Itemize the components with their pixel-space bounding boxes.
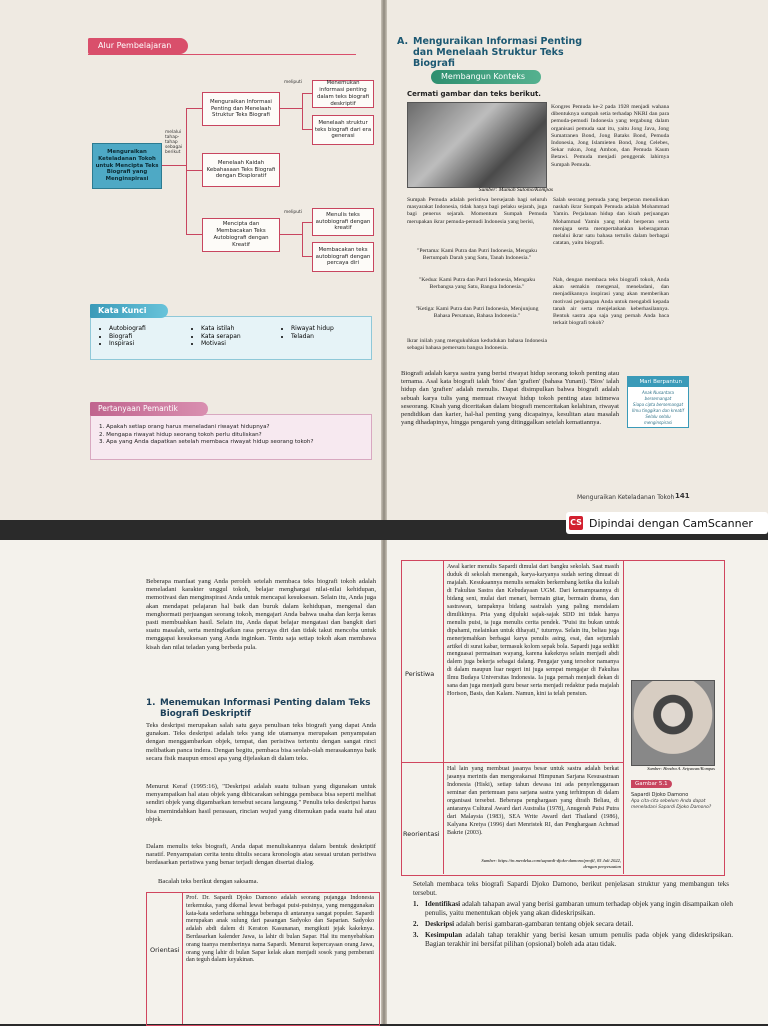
peristiwa-label: Peristiwa [405, 670, 435, 678]
camscanner-text: Dipindai dengan CamScanner [589, 516, 753, 530]
list-number: 1. [413, 900, 419, 908]
list-term: Identifikasi [425, 900, 461, 908]
poem-pertama: "Pertama: Kami Putra dan Putri Indonesia, Mengaku Bertumpah Darah yang Satu, Tanah Indonesia." [417, 248, 537, 262]
struktur-list [413, 900, 733, 949]
reorientasi-text: Hal lain yang membuat jasanya besar untuk sastra adalah berkat jasanya merintis dan mengorakarsai Himpunan Sarjana Kesusastraan Indonesia (Hiski), setiap tahun dewasa ini ada penyelenggaraan seminar dan pertemuan para sarjana sastra yang terhimpun di dalam organisasi tersebut. Beberapa penghargaan yang diraih Beliau, di antaranya Cultural Award dari Australia (1978), Anugerah Puisi Putra dari Malaysia (1983), SEA Write Award dari Thailand (1986), Kalyana Kretya (1996) dari Menristek RI, dan Penghargaan Achmad Bakrie (2003). [447, 766, 619, 836]
kata-kunci-title: Kata Kunci [90, 304, 168, 318]
paragraph-yamin: Salah seorang pemuda yang berperan menuliskan naskah ikrar Sumpah Pemuda adalah Mohammad Yamin. Perjalanan hidup dan kisah perjuangan Mohammad Yamin yang telah berperan serta menjaga serta mempertahankan keberagaman melalui ikrar satu bahasa tertulis dalam berbagai catatan, yaitu biografi. [553, 197, 669, 247]
paragraph-deskriptif-naratif: Dalam menulis teks biografi, Anda dapat menuliskannya dalam bentuk deskriptif naratif. Penyampaian cerita tentu ditulis secara kronologis atau sesuai urutan peristiwa berdasarkan peristiwa yang benar terjadi dengan disertai dialog. [146, 843, 376, 867]
section-title: Menguraikan Informasi Penting dan Menelaah Struktur Teks Biografi [413, 36, 583, 69]
diagram-edge-label: melalui tahap-tahap sebagai berikut [165, 130, 183, 155]
page-right-bottom [387, 540, 768, 1024]
meliputi-label-2: meliputi [284, 210, 302, 215]
subsection-number: 1. [146, 698, 156, 708]
edge-to-stage1 [186, 108, 202, 109]
photo-source: Sumber: Mumah Sutomo/Kompas [478, 187, 553, 193]
portrait-description: Apa cita-cita sebelum Anda dapat meneladani Sapardi Djoko Damono? [631, 799, 712, 810]
portrait-source: Sumber: Hendra A. Setyawan/Kompas [647, 766, 715, 771]
keyword: • Inspirasi [109, 340, 146, 348]
edge-to-stage2 [186, 170, 202, 171]
edge-to-leaf2 [302, 129, 312, 130]
pantun-line: Ilmu tinggikan dan kreatif [632, 408, 684, 413]
diagram-leaf1: Menemukan informasi penting dalam teks biografi deskriptif [312, 80, 374, 108]
paragraph-biografi-definisi: Biografi adalah karya sastra yang berisi riwayat hidup seorang tokoh penting atau ternama. Asal kata biografi ialah 'bios' dan 'grafien' (bahasa Yunani). 'Bios' ialah hidup dan 'grafien' adalah menulis. Dapat disimpulkan bahwa biografi adalah sebuah karya tulis yang memuat riwayat hidup tokoh penting atau istimewa seseorang. Kisah yang diceritakan dalam biografi menceritakan kelahiran, riwayat pendidikan dan karier, hal-hal penting yang dicapainya, kesulitan atau masalah yang dihadapinya, hingga pengaruh yang ditinggalkan setelah kematiannya. [401, 370, 619, 427]
pantun-line: Anak Nusantara bersemangat [641, 390, 675, 401]
edge-main [162, 165, 186, 166]
edge-stage3-out [280, 234, 302, 235]
list-item [413, 900, 733, 918]
mari-berpantun-title: Mari Berpantun [628, 377, 688, 387]
sumpah-pemuda-photo [407, 102, 547, 188]
diagram-stage3: Mencipta dan Membacakan Teks Autobiografi dengan Kreatif [202, 218, 280, 252]
kata-kunci-col1 [99, 325, 146, 348]
footer-chapter: Menguraikan Keteladanan Tokoh [577, 494, 675, 501]
page-right-top [387, 0, 768, 520]
diagram-leaf2: Menelaah struktur teks biografi dari era generasi [312, 115, 374, 145]
spread-bottom [0, 540, 768, 1024]
alur-banner: Alur Pembelajaran [88, 38, 188, 54]
list-number: 2. [413, 920, 419, 928]
diagram-leaf3: Menulis teks autobiografi dengan kreatif [312, 208, 374, 236]
question-item: 2. Mengapa riwayat hidup seorang tokoh perlu dituliskan? [99, 431, 262, 438]
list-text: adalah tahap terakhir yang berisi kesan umum penulis pada objek yang dideskripsikan. Bagian terakhir ini bersifat pilihan (opsional) boleh ada atau tidak. [425, 931, 733, 948]
edge-to-leaf1 [302, 93, 312, 94]
table-image-divider [623, 560, 624, 874]
pantun-lines [631, 390, 685, 426]
kata-kunci-panel [90, 316, 372, 360]
paragraph-kongres: Kongres Pemuda ke-2 pada 1928 menjadi wahana dibentuknya sumpah setia terhadap NKRI dan para pemuda-pemudi Indonesia yang tergabung dalam organisasi pemuda saat itu, yaitu Jong Java, Jong Sumatranen Bond, Jong Bataks Bond, Pemuda Indonesia, Jong Islamieten Bond, Jong Celebes, Sekar rukun, Jong Ambon, dan Pemuda Kaum Betawi. Pemuda menjadi penggerak lahirnya Sumpah Pemuda. [551, 104, 669, 168]
pantun-line: Siapa cipta bersemangat [632, 402, 684, 407]
diagram-leaf4: Membacakan teks autobiografi dengan percaya diri [312, 242, 374, 272]
paragraph-nah: Nah, dengan membaca teks biografi tokoh, Anda akan semakin mengenal, meneladani, dan menjadikannya inspirasi yang akan memberikan motivasi perjuangan Anda untuk mengabdi kepada tanah air serta menjelaskan keberhasilannya. Bentuk sastra apa saja yang pernah Anda baca terkait biografi tokoh? [553, 277, 669, 327]
mari-berpantun-box [627, 376, 689, 428]
keyword: • Teladan [291, 333, 334, 341]
list-term: Deskripsi [425, 920, 455, 928]
meliputi-label-1: meliputi [284, 80, 302, 85]
portrait-caption: Sapardi Djoko Damono [631, 792, 689, 798]
subsection-title: Menemukan Informasi Penting dalam Teks Biografi Deskriptif [160, 698, 371, 719]
page-number: 141 [675, 492, 690, 500]
keyword: • Motivasi [201, 340, 241, 348]
gambar-badge: Gambar 5.1 [631, 780, 672, 788]
table-label-divider [443, 560, 444, 874]
edge-to-stage3 [186, 234, 202, 235]
edge-to-leaf4 [302, 256, 312, 257]
poem-ketiga: "Ketiga: Kami Putra dan Putri Indonesia, Menjunjung Bahasa Persatuan, Bahasa Indonesia." [415, 306, 539, 320]
diagram-stage2: Menelaah Kaidah Kebahasaan Teks Biografi dengan Eksploratif [202, 153, 280, 187]
keyword: • Kata serapan [201, 333, 241, 341]
pertanyaan-title: Pertanyaan Pemantik [90, 402, 208, 416]
section-letter: A. [397, 36, 409, 47]
keyword: • Biografi [109, 333, 146, 341]
question-item: 3. Apa yang Anda dapatkan setelah membaca riwayat hidup seorang tokoh? [99, 439, 314, 445]
table-row-divider [401, 762, 623, 763]
edge-trunk [186, 108, 187, 234]
paragraph-teks-deskripsi: Teks deskripsi merupakan salah satu gaya penulisan teks biografi yang dapat Anda gunakan. Teks deskripsi adalah teks yang ide utamanya merupakan penyampaian dengan menggambarkan objek, tempat, dan peristiwa tertentu dengan sangat rinci melibatkan panca indera. Dengan begitu, pembaca bisa seolah-olah merasakannya baik secara fisik maupun emosi apa yang dijelaskan di dalam teks. [146, 722, 376, 762]
paragraph-ikrar: Ikrar inilah yang mengukuhkan kedudukan bahasa Indonesia sebagai bahasa pemersatu bangsa Indonesia. [407, 338, 547, 352]
reorientasi-label: Reorientasi [403, 830, 440, 838]
question-item: 1. Apakah setiap orang harus meneladani riwayat hidupnya? [99, 424, 270, 430]
list-item [413, 920, 733, 929]
keyword: • Autobiografi [109, 325, 146, 333]
list-number: 3. [413, 931, 419, 939]
list-term: Kesimpulan [425, 931, 463, 939]
list-text: adalah berisi gambaran-gambaran tentang objek secara detail. [454, 920, 634, 928]
orientasi-label: Orientasi [150, 946, 180, 954]
list-item [413, 931, 733, 949]
keyword: • Riwayat hidup [291, 325, 334, 333]
keyword: • Kata istilah [201, 325, 241, 333]
paragraph-sumpah-pemuda: Sumpah Pemuda adalah peristiwa bersejarah bagi seluruh masyarakat Indonesia, tidak hanya bagi pelaku sejarah, juga bagi penerus sejarah. Momentum Sumpah Pemuda merupakan ikrar pemuda-pemudi Indonesia yang berisi, [407, 197, 547, 225]
pertanyaan-panel [90, 414, 372, 460]
banner-rule [88, 54, 356, 55]
sapardi-portrait [631, 680, 715, 766]
cermati-instruction: Cermati gambar dan teks berikut. [407, 90, 541, 98]
edge-to-leaf3 [302, 222, 312, 223]
peristiwa-text: Awal karier menulis Sapardi dimulai dari bangku sekolah. Saat masih duduk di sekolah menengah, karya-karyanya sudah sering dimuat di majalah. Kesukaannya menulis semakin berkembang ketika dia kuliah di Fakultas Sastra dan Kebudayaan UGM. Dari kemampuannya di bidang seni, mulai dari menari, bermain gitar, bermain drama, dan sastrawan, tampaknya bidang sastralah yang paling mendalam dimilikinya. Pria yang dijuluki sajak-sajak SDD ini tidak hanya menulis puisi, ia juga menulis cerita pendek. "Puisi itu bukan untuk dipahami, melainkan untuk dihayati," tuturnya. Selain itu, beliau juga menerjemahkan berbagai karya penulis asing, esai, dan sejumlah artikel di surat kabar, termasuk kolom sepak bola. Sapardi juga sedikit menguasai permainan wayang, karena kakeknya selain menjadi abdi dalem juga bekerja sebagai dalang. Pengajar yang tersohor namanya di dalam maupun luar negeri ini juga sempat mengajar di Fakultas Ilmu Budaya Universitas Indonesia. Ia juga pernah menjadi dekan di sana dan juga menjadi guru besar serta menjadi redaktur pada majalah Horison, Basis, dan Kalam. Namun, kini ia telah pensiun. [447, 564, 619, 698]
edge-stage1-branch [302, 93, 303, 129]
paragraph-bacalah: Bacalah teks berikut dengan saksama. [158, 878, 259, 885]
page-left-top [0, 0, 381, 520]
orientasi-text: Prof. Dr. Sapardi Djoko Damono adalah seorang pujangga Indonesia terkemuka, yang dikenal lewat berbagai puisi-puisinya, yang menggunakan kata-kata sederhana sehingga beberapa di antaranya sangat populer. Sapardi merupakan anak sulung dari pasangan Sadyoko dan Saparian. Sadyoko adalah abdi dalem di Keraton Kasunanan, mengikuti jejak kakeknya. Berdasarkan kalender Jawa, ia lahir di bulan Sapar. Hal itu menyebabkan orang tuanya memberinya nama Sapardi. Menurut kepercayaan orang Jawa, orang yang lahir di bulan Sapar kelak akan menjadi sosok yang pemberani dan teguh dalam keyakinan. [186, 895, 374, 964]
page-left-bottom [0, 540, 381, 1024]
diagram-main-node: Menguraikan Keteladanan Tokoh untuk Mencipta Teks Biografi yang Menginspirasi [92, 143, 162, 189]
pantun-line: Selalu selalu menginspirasi [643, 414, 673, 425]
diagram-stage1: Menguraikan Informasi Penting dan Menelaah Struktur Teks Biografi [202, 92, 280, 126]
table-divider [182, 892, 183, 1024]
table-source: Sumber: https://m.merdeka.com/sapardi-djoko-damono/profil, 05 Juli 2022, dengan penyesuaian [481, 858, 621, 869]
paragraph-struktur-intro: Setelah membaca teks biografi Sapardi Djoko Damono, berikut penjelasan struktur yang membangun teks tersebut. [413, 880, 729, 897]
camscanner-watermark [566, 512, 768, 534]
poem-kedua: "Kedua: Kami Putra dan Putri Indonesia, Mengaku Berbangsa yang Satu, Bangsa Indonesia." [418, 277, 536, 291]
edge-stage3-branch [302, 222, 303, 256]
list-text: adalah tahapan awal yang berisi gambaran umum terhadap objek yang ingin disampaikan oleh penulis, yaitu menentukan objek yang akan dideskripsikan. [425, 900, 733, 917]
kata-kunci-col2 [191, 325, 241, 348]
membangun-konteks-badge: Membangun Konteks [431, 70, 541, 84]
paragraph-keraf: Menurut Keraf (1995:16), "Deskripsi adalah suatu tulisan yang digunakan untuk menyampaikan hal atau objek yang dibicarakan sehingga pembaca bisa seperti melihat sendiri objek yang digambarkan tersebut secara langsung." Penulis teks deskripsi harus bisa memindahkan hasil perasaan, rincian wujud yang ditemukan pada suatu hal atau objek. [146, 783, 376, 823]
pertanyaan-list [99, 424, 367, 447]
paragraph-manfaat: Beberapa manfaat yang Anda peroleh setelah membaca teks biografi tokoh adalah meneladani karakter unggul tokoh, belajar menghargai nilai-nilai kehidupan, memotivasi dan menginspirasi Anda untuk mencapai kesuksesan. Selain itu, Anda juga akan mendapat pelajaran hal baik dan buruk dalam kehidupan, mengenal dan menghormati perjuangan seorang tokoh, mengajari Anda bahwa usaha dan kerja keras pasti membuahkan hasil. Selain itu, Anda dapat belajar mengatasi dan bangkit dari suatu masalah, serta meningkatkan rasa percaya diri dan tidak takut mencoba untuk menggapai kesuksesan yang Anda inginkan. Tentu saja setiap tokoh akan membawa kisah dan nilai teladan yang berbeda pula. [146, 578, 376, 651]
camscanner-logo-icon: CS [569, 516, 583, 530]
kata-kunci-col3 [281, 325, 334, 340]
edge-stage1-out [280, 108, 302, 109]
